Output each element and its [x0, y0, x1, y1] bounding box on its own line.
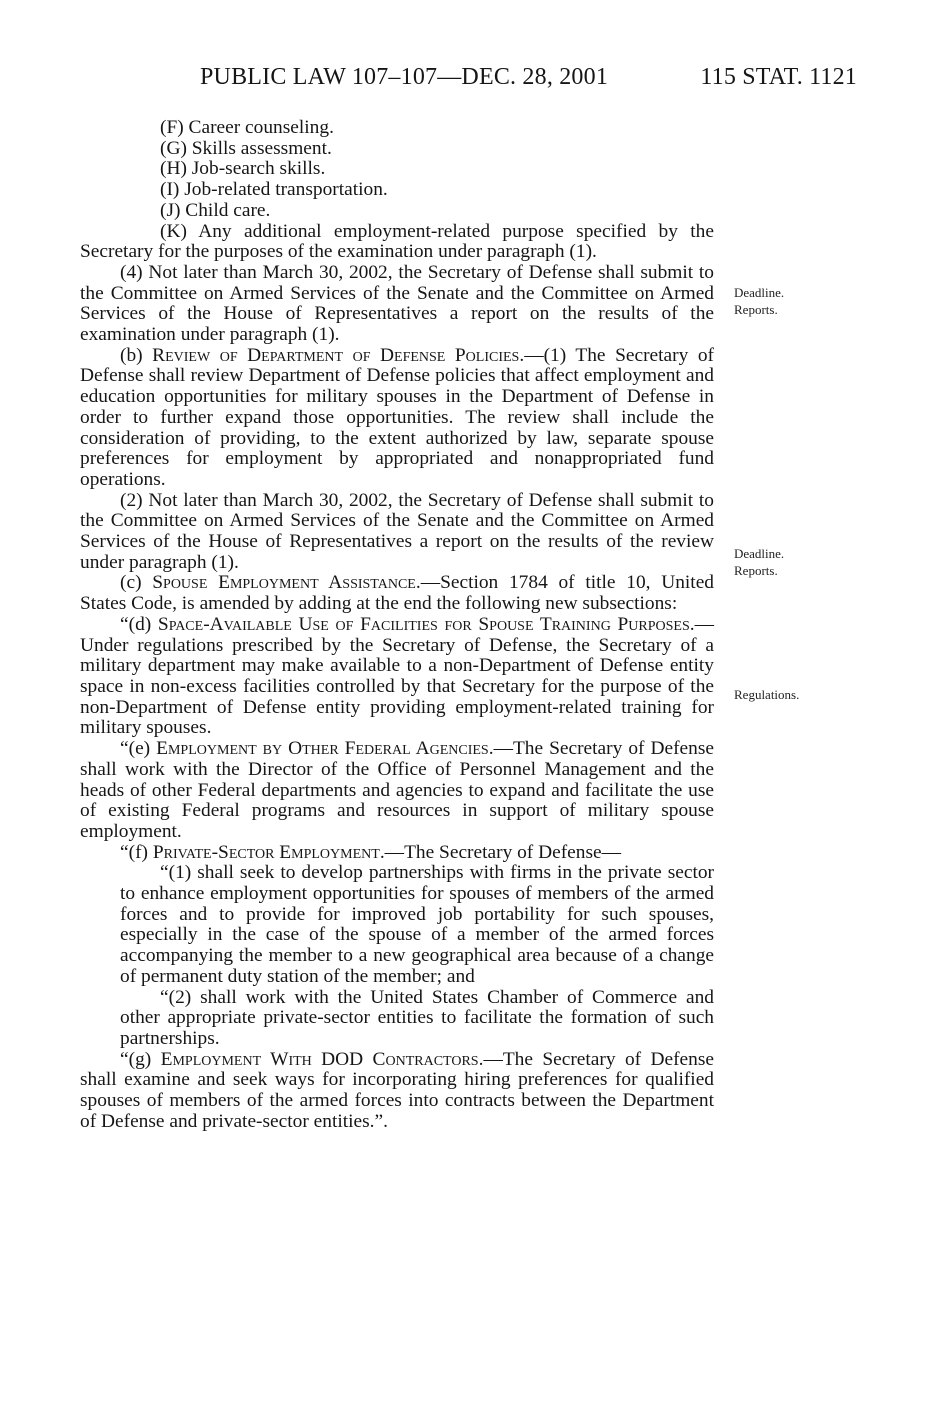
- subsection-g-heading: Employment With DOD Contractors.: [160, 1048, 484, 1070]
- subsection-f-heading: Private-Sector Employment.: [152, 841, 385, 863]
- section-c-text: —Section 1784 of title 10, United States Code, is amended by adding at the end the following new subsections:: [80, 572, 714, 615]
- item-i: (I) Job-related transportation.: [160, 179, 388, 201]
- margin-note-reports-2: Reports.: [734, 563, 778, 578]
- subsection-e-text: —The Secretary of Defense shall work with the Director of the Office of Personnel Management and the heads of other Federal departments and agencies to expand and facilitate the use of existing Federal programs and resources in support of military spouse employment.: [80, 738, 714, 842]
- section-c: [80, 573, 714, 614]
- margin-note-deadline-2: Deadline.: [734, 546, 785, 561]
- item-f: (F) Career counseling.: [160, 117, 334, 138]
- item-h: (H) Job-search skills.: [160, 158, 326, 180]
- subsection-e-lead: “(e): [120, 738, 157, 760]
- subsection-f-item-2: “(2) shall work with the United States Chamber of Commerce and other appropriate private-sector entities to facilitate the formation of such partnerships.: [120, 986, 714, 1049]
- header-title: PUBLIC LAW 107–107—DEC. 28, 2001: [200, 64, 609, 90]
- subsection-e: [80, 739, 714, 843]
- subsection-d-lead: “(d): [120, 613, 158, 635]
- subsection-f-text: —The Secretary of Defense—: [384, 841, 622, 863]
- section-b-text: —(1) The Secretary of Defense shall review Department of Defense policies that affect employment and education opportunities for military spouses in the Department of Defense in order to further expand those opportunities. The review shall include the consideration of providing, to the extent authorized by law, separate spouse preferences for employment by appropriated and nonappropriated fund operations.: [80, 344, 714, 490]
- body-text: [80, 118, 714, 1132]
- section-b-paragraph-2: (2) Not later than March 30, 2002, the Secretary of Defense shall submit to the Committee on Armed Services of the Senate and the Committee on Armed Services of the House of Representatives a report on the results of the review under paragraph (1).: [80, 489, 714, 573]
- subsection-e-heading: Employment by Other Federal Agencies.: [156, 738, 494, 760]
- item-j: (J) Child care.: [160, 199, 271, 221]
- section-b: [80, 346, 714, 491]
- section-b-heading: Review of Department of Defense Policies.: [152, 344, 525, 366]
- subsection-g-lead: “(g): [120, 1048, 161, 1070]
- subsection-d: [80, 615, 714, 739]
- paragraph-4: (4) Not later than March 30, 2002, the Secretary of Defense shall submit to the Committee on Armed Services of the Senate and the Committee on Armed Services of the House of Representatives a report on the results of the examination under paragraph (1).: [80, 261, 714, 346]
- item-k: (K) Any additional employment-related purpose specified by the Secretary for the purposes of the examination under paragraph (1).: [80, 220, 714, 263]
- section-c-lead: (c): [120, 572, 153, 594]
- margin-note-deadline-1: Deadline.: [734, 285, 785, 300]
- item-g: (G) Skills assessment.: [160, 137, 332, 159]
- subsection-d-text: —Under regulations prescribed by the Secretary of Defense, the Secretary of a military department may make available to a non-Department of Defense entity space in non-excess facilities controlled by that Secretary for the purpose of the non-Department of Defense entity providing employment-related training for military spouses.: [80, 613, 714, 739]
- subsection-f-item-1: “(1) shall seek to develop partnerships with firms in the private sector to enhance employment opportunities for spouses of members of the armed forces and to provide for improved job portability for such spouses, especially in the case of the spouse of a member of the armed forces accompanying the member to a new geographical area because of a change of permanent duty station of the member; and: [120, 862, 714, 987]
- header-page-number: 115 STAT. 1121: [700, 64, 857, 90]
- margin-note-reports-1: Reports.: [734, 302, 778, 317]
- subsection-d-heading: Space-Available Use of Facilities for Spouse Training Purposes.: [157, 613, 695, 635]
- subsection-g: [80, 1050, 714, 1133]
- running-header: [200, 64, 857, 94]
- subsection-g-text: —The Secretary of Defense shall examine and seek ways for incorporating hiring preferences for qualified spouses of members of the armed forces into contracts between the Department of Defense and private-sector entities.”.: [80, 1048, 714, 1132]
- subsection-f: [80, 843, 714, 864]
- section-c-heading: Spouse Employment Assistance.: [152, 572, 421, 594]
- margin-note-regulations: Regulations.: [734, 687, 800, 702]
- section-b-lead: (b): [120, 344, 153, 366]
- subsection-f-lead: “(f): [120, 841, 153, 863]
